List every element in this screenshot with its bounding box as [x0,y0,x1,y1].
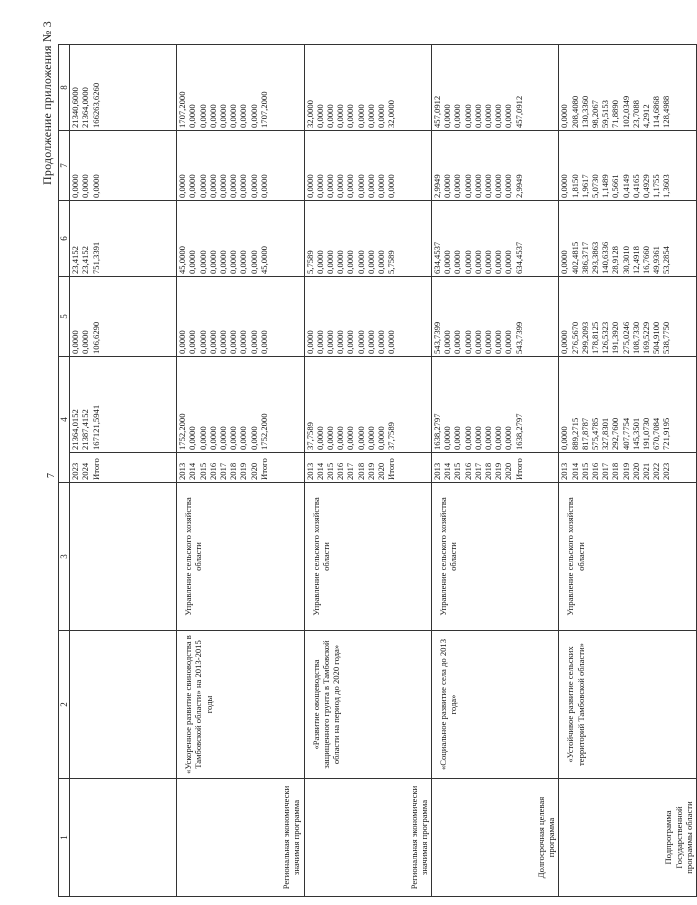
value-col-6: 5,7589 0,0000 0,0000 0,0000 0,0000 0,0000 0,0000 0,0000 5,7589 [304,201,431,277]
budget-table [58,44,697,897]
header-row [59,45,70,897]
header-col-5: 5 [59,277,70,357]
program-type: Региональная экономически значимая программа [177,779,304,897]
value-col-8: 457,0912 0,0000 0,0000 0,0000 0,0000 0,0000 0,0000 0,0000 457,0912 [432,45,559,131]
value-col-4: 21364,0152 21387,4152 167121,5941 [70,357,177,453]
table-row [432,45,559,897]
value-col-5: 0,0000 276,5670 299,2093 178,8125 126,5323 191,3920 275,0246 108,7330 169,5229 504,9100 538,7750 [559,277,697,357]
value-col-4: 0,0000 889,2715 817,8787 575,4785 327,8301 292,7600 407,7754 145,3501 191,0730 670,7084 721,9195 [559,357,697,453]
program-name: «Устойчивое развитие сельских территорий Тамбовской области» [559,631,697,779]
years: 2023 2024 Итого [70,453,177,483]
header-col-6: 6 [59,201,70,277]
program-name: «Ускоренное развитие свиноводства в Тамбовской области» на 2013-2015 годы [177,631,304,779]
continuation-title: Продолжение приложения № 3 [40,21,54,185]
value-col-7: 0,0000 0,0000 0,0000 0,0000 0,0000 0,0000 0,0000 0,0000 0,0000 [177,131,304,201]
value-col-7: 0,0000 1,8150 1,9617 5,0730 1,1489 0,5661 0,4149 0,4165 0,4929 1,1755 1,3603 [559,131,697,201]
header-col-8: 8 [59,45,70,131]
program-type: Региональная экономически значимая программа [304,779,431,897]
value-col-8: 1707,2000 0,0000 0,0000 0,0000 0,0000 0,0000 0,0000 0,0000 1707,2000 [177,45,304,131]
value-col-5: 543,7399 0,0000 0,0000 0,0000 0,0000 0,0000 0,0000 0,0000 543,7399 [432,277,559,357]
table-row [559,45,697,897]
value-col-6: 0,0000 402,4815 386,3717 293,3863 140,6336 28,9128 30,3010 12,4918 16,7660 49,9361 53,2854 [559,201,697,277]
value-col-7: 2,9949 0,0000 0,0000 0,0000 0,0000 0,0000 0,0000 0,0000 2,9949 [432,131,559,201]
value-col-5: 0,0000 0,0000 0,0000 0,0000 0,0000 0,0000 0,0000 0,0000 0,0000 [177,277,304,357]
value-col-8: 21340,6000 21364,0000 166263,6260 [70,45,177,131]
header-col-1: 1 [59,779,70,897]
header-col-2: 2 [59,631,70,779]
value-col-8: 0,0000 208,4080 130,3360 98,2067 59,5153 71,8890 102,0349 23,7088 4,2912 114,6868 128,4988 [559,45,697,131]
value-col-4: 1752,2000 0,0000 0,0000 0,0000 0,0000 0,0000 0,0000 0,0000 1752,2000 [177,357,304,453]
program-type [70,779,177,897]
years: 2013 2014 2015 2016 2017 2018 2019 2020 Итого [432,453,559,483]
value-col-7: 0,0000 0,0000 0,0000 0,0000 0,0000 0,0000 0,0000 0,0000 0,0000 [304,131,431,201]
value-col-5: 0,0000 0,0000 106,6290 [70,277,177,357]
value-col-6: 23,4152 23,4152 751,3391 [70,201,177,277]
value-col-5: 0,0000 0,0000 0,0000 0,0000 0,0000 0,0000 0,0000 0,0000 0,0000 [304,277,431,357]
years: 2013 2014 2015 2016 2017 2018 2019 2020 Итого [177,453,304,483]
value-col-4: 37,7589 0,0000 0,0000 0,0000 0,0000 0,0000 0,0000 0,0000 37,7589 [304,357,431,453]
header-col-3: 3 [59,483,70,631]
value-col-6: 634,4537 0,0000 0,0000 0,0000 0,0000 0,0000 0,0000 0,0000 634,4537 [432,201,559,277]
value-col-7: 0,0000 0,0000 0,0000 [70,131,177,201]
executor: Управление сельского хозяйства области [559,483,697,631]
program-type: Подпрограмма Государственной программы области [559,779,697,897]
value-col-8: 32,0000 0,0000 0,0000 0,0000 0,0000 0,0000 0,0000 0,0000 32,0000 [304,45,431,131]
executor [70,483,177,631]
table-row [70,45,177,897]
program-type: Долгосрочная целевая программа [432,779,559,897]
program-name [70,631,177,779]
executor: Управление сельского хозяйства области [432,483,559,631]
value-col-4: 1638,2797 0,0000 0,0000 0,0000 0,0000 0,0000 0,0000 0,0000 1638,2797 [432,357,559,453]
page-number: 7 [46,473,57,478]
table-row [177,45,304,897]
program-name: «Социальное развитие села до 2013 года» [432,631,559,779]
executor: Управление сельского хозяйства области [304,483,431,631]
header-col-4: 4 [59,357,70,483]
program-name: «Развитие овощеводства защищенного грунта в Тамбовской области на период до 2020 года» [304,631,431,779]
table-row [304,45,431,897]
years: 2013 2014 2015 2016 2017 2018 2019 2020 Итого [304,453,431,483]
years: 2013 2014 2015 2016 2017 2018 2019 2020 2021 2022 2023 [559,453,697,483]
executor: Управление сельского хозяйства области [177,483,304,631]
header-col-7: 7 [59,131,70,201]
value-col-6: 45,0000 0,0000 0,0000 0,0000 0,0000 0,0000 0,0000 0,0000 45,0000 [177,201,304,277]
